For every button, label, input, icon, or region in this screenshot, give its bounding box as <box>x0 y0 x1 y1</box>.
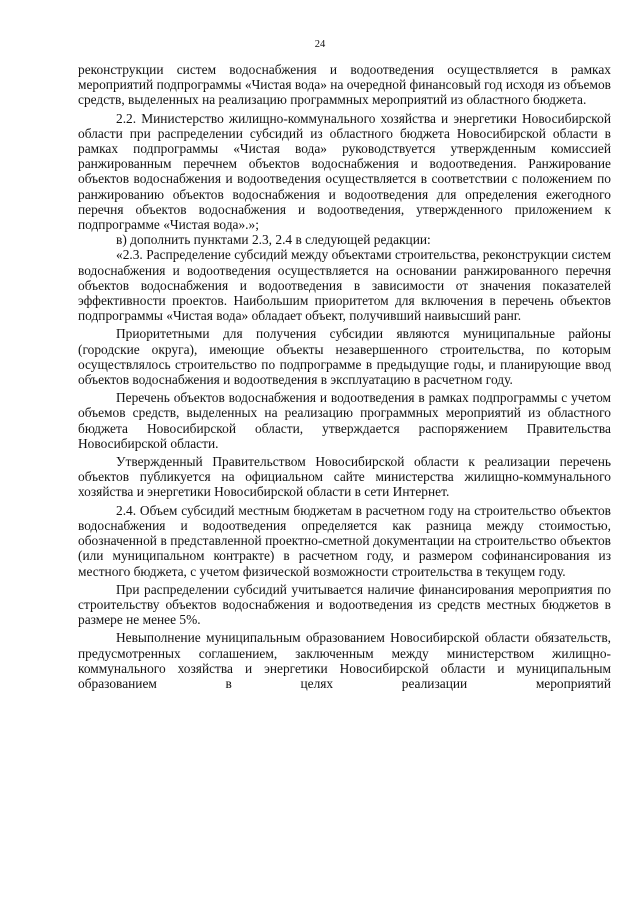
paragraph-continuation: реконструкции систем водоснабжения и водоотведения осуществляется в рамках мероприятий подпрограммы «Чистая вода» на очередной финансовый год исходя из объемов средств, выделенных на реализацию программных мероприятий из областного бюджета. <box>78 62 611 108</box>
paragraph-object-list: Перечень объектов водоснабжения и водоотведения в рамках подпрограммы с учетом объемов средств, выделенных на реализацию программных мероприятий из областного бюджета Новосибирской области, утверждается распоряжением Правительства Новосибирской области. <box>78 390 611 451</box>
paragraph-non-fulfillment: Невыполнение муниципальным образованием Новосибирской области обязательств, предусмотренных соглашением, заключенным между министерством жилищно-коммунального хозяйства и энергетики Новосибирской области и муниципальным образованием в целях реализации мероприятий <box>78 630 611 691</box>
paragraph-2-4: 2.4. Объем субсидий местным бюджетам в расчетном году на строительство объектов водоснабжения и водоотведения определяется как разница между стоимостью, обозначенной в представленной проектно-сметной документации на строительство объектов (или муниципальном контракте) в расчетном году, и размером софинансирования из местного бюджета, с учетом физической возможности строительства в текущем году. <box>78 502 611 579</box>
paragraph-publication: Утвержденный Правительством Новосибирской области к реализации перечень объектов публикуется на официальном сайте министерства жилищно-коммунального хозяйства и энергетики Новосибирской области в сети Интернет. <box>78 454 611 500</box>
paragraph-2-3: «2.3. Распределение субсидий между объектами строительства, реконструкции систем водоснабжения и водоотведения осуществляется на основании ранжированного перечня объектов водоснабжения и водоотведения в зависимости от значения показателей эффективности проектов. Наибольшим приоритетом для включения в перечень объектов подпрограммы «Чистая вода» обладает объект, получивший наивысший ранг. <box>78 247 611 324</box>
paragraph-2-2: 2.2. Министерство жилищно-коммунального хозяйства и энергетики Новосибирской области при распределении субсидий из областного бюджета Новосибирской области в рамках подпрограммы «Чистая вода» руководствуется утвержденным комиссией ранжированным перечнем объектов водоснабжения и водоотведения. Ранжирование объектов водоснабжения и водоотведения осуществляется в соответствии с положением по ранжированию объектов водоснабжения и водоотведения для определения ежегодного перечня объектов водоснабжения и водоотведения, утвержденного приложением к подпрограмме «Чистая вода».»; <box>78 110 611 233</box>
paragraph-amendment-intro: в) дополнить пунктами 2.3, 2.4 в следующей редакции: <box>116 232 431 248</box>
document-body <box>78 62 611 691</box>
paragraph-cofinancing: При распределении субсидий учитывается наличие финансирования мероприятия по строительству объектов водоснабжения и водоотведения из средств местных бюджетов в размере не менее 5%. <box>78 581 611 628</box>
paragraph-priority: Приоритетными для получения субсидии являются муниципальные районы (городские округа), имеющие объекты незавершенного строительства, по которым осуществлялось строительство по подпрограмме в предыдущие годы, и планирующие ввод объектов водоснабжения и водоотведения в эксплуатацию в расчетном году. <box>78 326 611 388</box>
page-number: 24 <box>314 39 326 50</box>
